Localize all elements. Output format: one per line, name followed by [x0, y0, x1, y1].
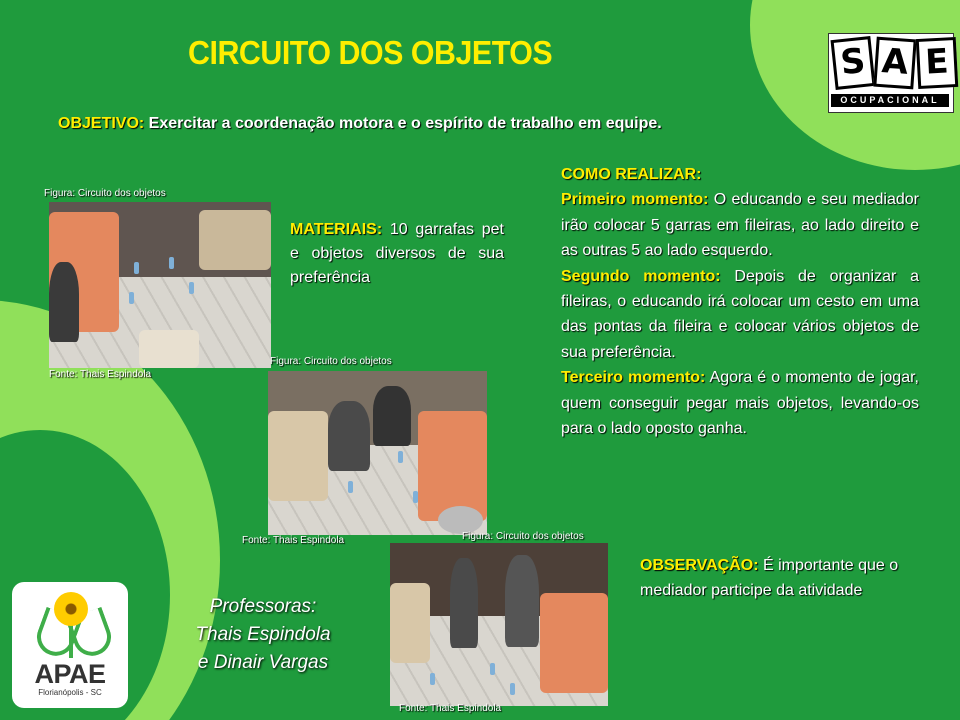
objetivo-label: OBJETIVO:	[58, 115, 145, 132]
sae-logo	[828, 33, 954, 113]
photo-basket	[139, 330, 199, 368]
figure-2-photo	[268, 371, 487, 535]
figure-1-caption: Figura: Circuito dos objetos	[44, 188, 166, 199]
professoras-block	[178, 593, 348, 677]
materiais-label: MATERIAIS:	[290, 221, 383, 238]
flower-stem-icon	[69, 622, 73, 658]
photo-person	[505, 555, 539, 647]
figure-3-caption: Figura: Circuito dos objetos	[462, 531, 584, 542]
sae-letter: A	[873, 37, 916, 90]
objetivo-text: Exercitar a coordenação motora e o espírito de trabalho em equipe.	[144, 115, 662, 132]
figure-2-caption: Figura: Circuito dos objetos	[270, 356, 392, 367]
sunflower-icon	[54, 592, 88, 626]
photo-sofa	[390, 583, 430, 663]
photo-person	[373, 386, 411, 446]
observacao-label: OBSERVAÇÃO:	[640, 557, 759, 574]
como-realizar-block	[561, 162, 919, 441]
figure-1-photo	[49, 202, 271, 368]
photo-sofa	[540, 593, 608, 693]
step-1	[561, 187, 919, 263]
photo-person	[450, 558, 478, 648]
materiais-text: 10 garrafas pet e objetos diversos de sua preferência	[290, 221, 504, 286]
materiais-block	[290, 218, 504, 290]
photo-sofa	[268, 411, 328, 501]
photo-bottle	[413, 491, 418, 503]
step-2	[561, 264, 919, 366]
step-1-text: O educando e seu mediador irão colocar 5 garras em fileiras, ao lado direito e as outras 5 ao lado esquerdo.	[561, 191, 920, 260]
step-2-label: Segundo momento:	[561, 267, 721, 285]
photo-bottle	[348, 481, 353, 493]
step-2-text: Depois de organizar a fileiras, o educando irá colocar um cesto em uma das pontas da fileira e colocar vários objetos de sua preferência.	[561, 267, 919, 361]
slide-title: CIRCUITO DOS OBJETOS	[188, 34, 553, 71]
photo-person	[328, 401, 370, 471]
sae-tagline: OCUPACIONAL	[831, 94, 949, 107]
photo-bottle	[134, 262, 139, 274]
figure-2-source: Fonte: Thais Espindola	[242, 535, 345, 546]
step-3-text: Agora é o momento de jogar, quem conseguir pegar mais objetos, levando-os para o lado oposto ganha.	[561, 369, 919, 438]
figure-3-photo	[390, 543, 608, 706]
photo-bottle	[129, 292, 134, 304]
step-3	[561, 365, 919, 441]
professora-2: e Dinair Vargas	[197, 652, 329, 673]
professoras-heading: Professoras:	[209, 596, 317, 617]
figure-3-source: Fonte: Thais Espindola	[399, 703, 502, 714]
objetivo-line	[58, 115, 662, 133]
figure-1-source: Fonte: Thais Espindola	[49, 369, 152, 380]
photo-bottle	[490, 663, 495, 675]
photo-bottle	[169, 257, 174, 269]
sae-letter: S	[830, 36, 875, 90]
sae-letters	[833, 38, 957, 88]
step-1-label: Primeiro momento:	[561, 191, 709, 209]
photo-bottle	[510, 683, 515, 695]
photo-bottle	[189, 282, 194, 294]
step-3-label: Terceiro momento:	[561, 369, 706, 387]
observacao-block	[640, 553, 900, 603]
photo-person	[49, 262, 79, 342]
photo-sofa	[199, 210, 271, 270]
professora-1: Thais Espindola	[195, 624, 331, 645]
como-realizar-heading: COMO REALIZAR:	[561, 166, 702, 183]
observacao-text: É importante que o mediador participe da atividade	[640, 557, 899, 599]
apae-city: Florianópolis - SC	[38, 688, 102, 697]
photo-bottle	[398, 451, 403, 463]
photo-bowl	[438, 506, 483, 534]
photo-bottle	[430, 673, 435, 685]
sae-letter: E	[916, 37, 959, 89]
photo-sofa	[418, 411, 487, 521]
apae-logo	[12, 582, 128, 708]
apae-name: APAE	[34, 659, 106, 689]
